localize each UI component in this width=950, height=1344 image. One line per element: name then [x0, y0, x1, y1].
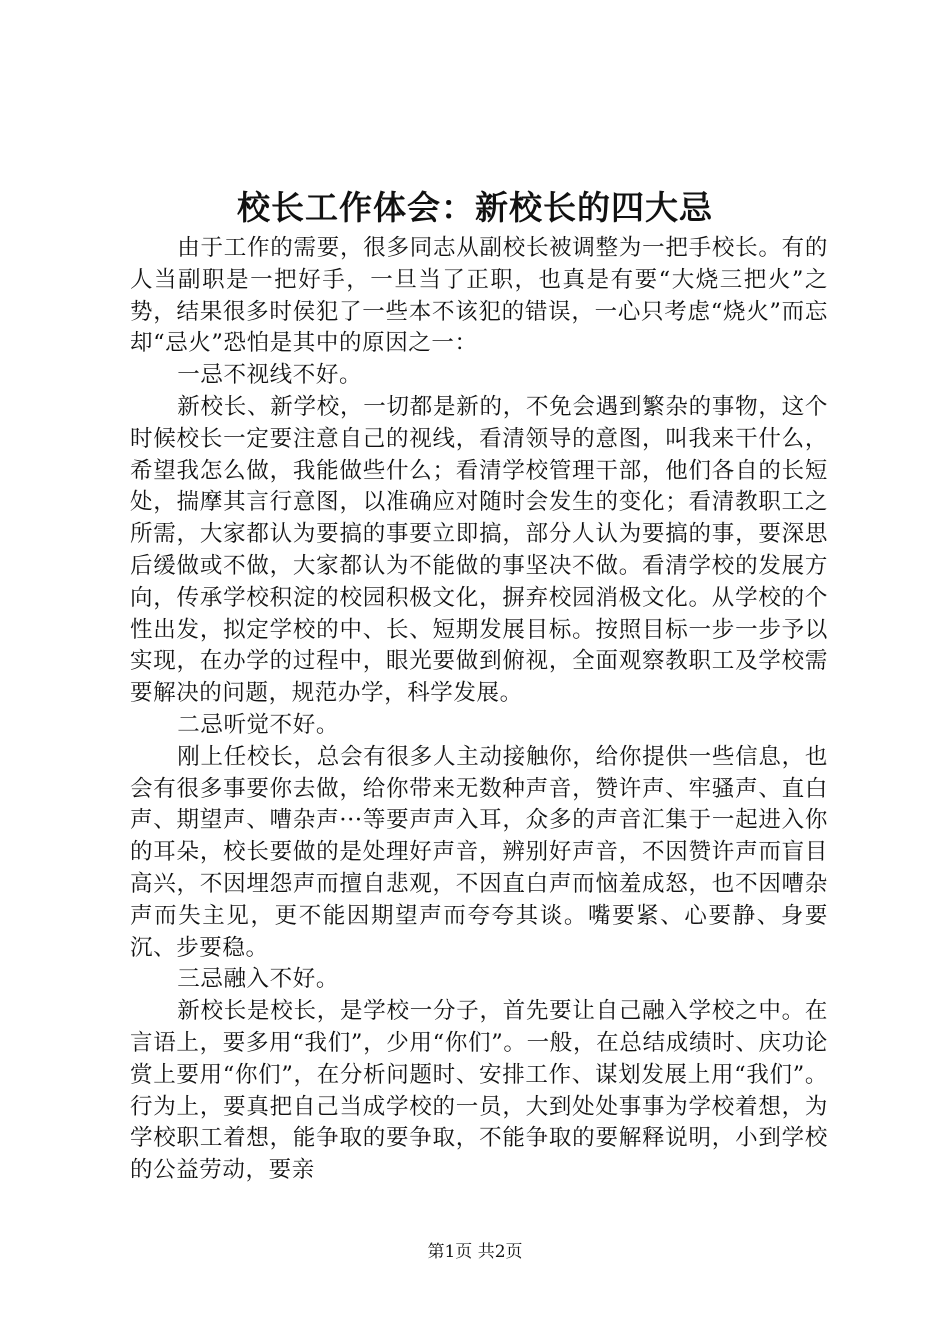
document-title: 校长工作体会：新校长的四大忌: [237, 188, 713, 227]
page-number-footer: 第1页 共2页: [427, 1242, 523, 1262]
section-heading-3: 三忌融入不好。: [177, 966, 339, 993]
section-paragraph-1: 新校长、新学校，一切都是新的，不免会遇到繁杂的事物，这个时候校长一定要注意自己的视线，看清领导的意图，叫我来干什么，希望我怎么做，我能做些什么；看清学校管理干部，他们各自的长短处，揣摩其言行意图，以准确应对随时会发生的变化；看清教职工之所需，大家都认为要搞的事要立即搞，部分人认为要搞的事，要深思后缓做或不做，大家都认为不能做的事坚决不做。看清学校的发展方向，传承学校积淀的校园积极文化，摒弃校园消极文化。从学校的个性出发，拟定学校的中、长、短期发展目标。按照目标一步一步予以实现，在办学的过程中，眼光要做到俯视，全面观察教职工及学校需要解决的问题，规范办学，科学发展。: [130, 393, 828, 707]
section-heading-1: 一忌不视线不好。: [177, 362, 363, 389]
document-body: [130, 233, 828, 1187]
section-heading-2: 二忌听觉不好。: [177, 711, 339, 738]
section-paragraph-2: 刚上任校长，总会有很多人主动接触你，给你提供一些信息，也会有很多事要你去做，给你带来无数种声音，赞许声、牢骚声、直白声、期望声、嘈杂声···等要声声入耳，众多的声音汇集于一起进入你的耳朵，校长要做的是处理好声音，辨别好声音，不因赞许声而盲目高兴，不因埋怨声而擅自悲观，不因直白声而恼羞成怒，也不因嘈杂声而失主见，更不能因期望声而夸夸其谈。嘴要紧、心要静、身要沉、步要稳。: [130, 743, 828, 961]
section-paragraph-3: 新校长是校长，是学校一分子，首先要让自己融入学校之中。在言语上，要多用“我们”，少用“你们”。一般，在总结成绩时、庆功论赏上要用“你们”，在分析问题时、安排工作、谋划发展上用“我们”。行为上，要真把自己当成学校的一员，大到处处事事为学校着想，为学校职工着想，能争取的要争取，不能争取的要解释说明，小到学校的公益劳动，要亲: [130, 998, 828, 1184]
intro-paragraph: 由于工作的需要，很多同志从副校长被调整为一把手校长。有的人当副职是一把好手，一旦当了正职，也真是有要“大烧三把火”之势，结果很多时侯犯了一些本不该犯的错误，一心只考虑“烧火”而忘却“忌火”恐怕是其中的原因之一：: [130, 235, 828, 357]
